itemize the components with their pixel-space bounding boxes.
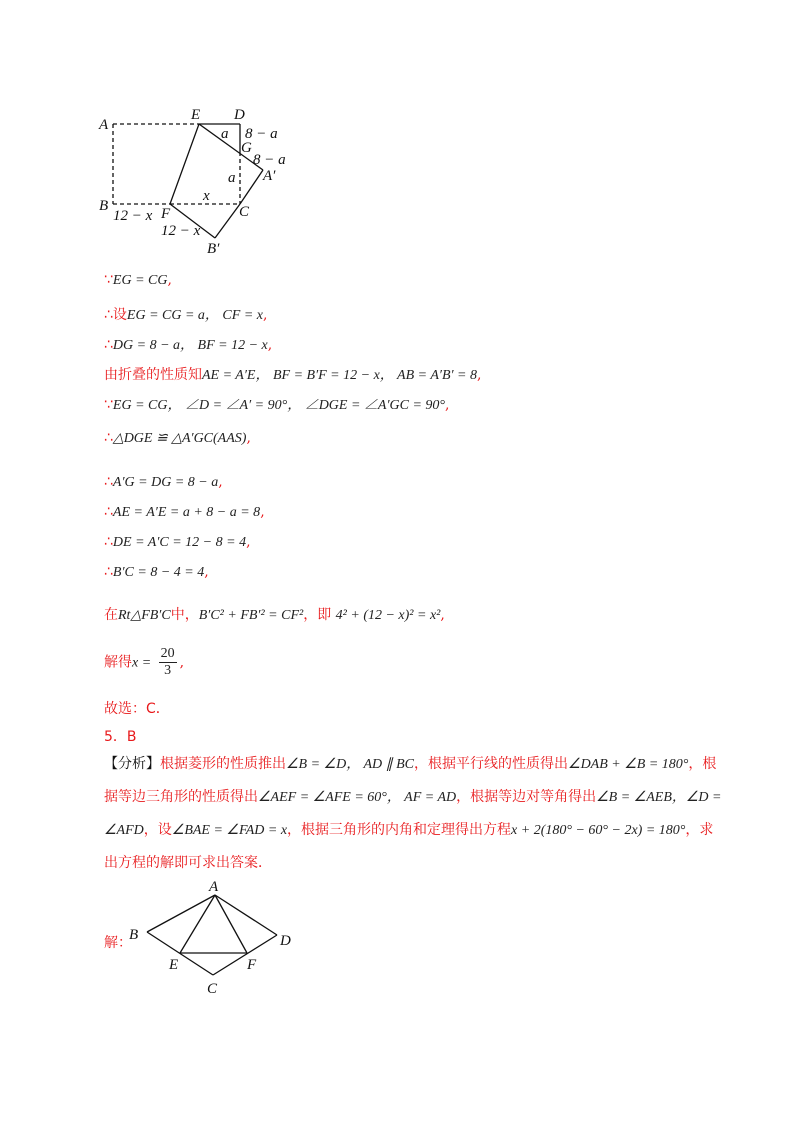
label-B: B [129, 927, 139, 943]
q5-analysis: 【分析】根据菱形的性质推出∠B = ∠D， AD ∥ BC，根据平行线的性质得出∠DAB + ∠B = 180°，根据等边三角形的性质得出∠AEF = ∠AFE = 60°， AF = AD，根据等边对等角得出∠B = ∠AEB，∠D = ∠AFD，设∠BAE = ∠FAD = x，根据三角形的内角和定理得出方程x + 2(180° − 60° − 2x) = 180°，求出方程的解即可求出答案． [104, 756, 722, 871]
q5-title: 5．B [104, 729, 137, 745]
line-8: ∴AE = A′E = a + 8 − a = 8, [104, 504, 265, 520]
line-2: ∴设EG = CG = a， CF = x, [104, 307, 268, 323]
line-1: ∵EG = CG, [104, 272, 172, 288]
seg-af [215, 895, 247, 953]
label-C: C [239, 204, 250, 220]
label-F: F [247, 957, 257, 973]
line-solve: 解得x = $\frac{20}{3}$ , [104, 646, 185, 678]
line-9: ∴DE = A′C = 12 − 8 = 4, [104, 534, 251, 550]
line-rt: 在Rt△FB′C中，B′C² + FB′² = CF²，即 4² + (12 − x)² = x², [104, 607, 445, 623]
label-A: A [99, 117, 109, 133]
fraction: $\frac{20}{3}$ [160, 646, 175, 678]
line-5: ∵EG = CG， ∠D = ∠A′ = 90°， ∠DGE = ∠A′GC = 90°, [104, 397, 450, 413]
line-3: ∴DG = 8 − a， BF = 12 − x, [104, 337, 273, 353]
jie-label: 解： [104, 935, 132, 951]
len-ed: a [221, 126, 229, 142]
line-6: ∴△DGE ≌ △A′GC(AAS), [104, 430, 251, 446]
line-10: ∴B′C = 8 − 4 = 4, [104, 564, 209, 580]
label-D: D [280, 933, 291, 949]
label-G: G [241, 140, 252, 156]
len-bf: 12 − x [113, 208, 153, 224]
line-4: 由折叠的性质知AE = A′E， BF = B′F = 12 − x， AB = A′B′ = 8, [104, 367, 482, 383]
seg-ae [180, 895, 215, 953]
label-D: D [234, 107, 245, 123]
seg-ab [147, 895, 215, 932]
seg-dc [213, 935, 277, 975]
len-eg: a [228, 170, 236, 186]
len-dg: 8 − a [245, 126, 278, 142]
label-C: C [207, 981, 218, 997]
seg-ad [215, 895, 277, 935]
label-B-prime: B′ [207, 241, 220, 257]
label-E: E [169, 957, 179, 973]
label-A: A [209, 879, 219, 895]
len-fc: x [203, 188, 210, 204]
label-F: F [161, 206, 171, 222]
len-ga-prime: 8 − a [253, 152, 286, 168]
fold-diagram [95, 100, 305, 260]
label-B: B [99, 198, 109, 214]
len-fb-prime: 12 − x [161, 223, 201, 239]
line-7: ∴A′G = DG = 8 − a, [104, 474, 223, 490]
label-A-prime: A′ [263, 168, 276, 184]
answer: 故选：C． [104, 701, 170, 717]
seg-ef [170, 124, 199, 204]
label-E: E [191, 107, 201, 123]
rhombus-diagram [125, 875, 305, 1000]
seg-b-prime-c [215, 204, 240, 238]
seg-a-prime-c [240, 170, 263, 204]
